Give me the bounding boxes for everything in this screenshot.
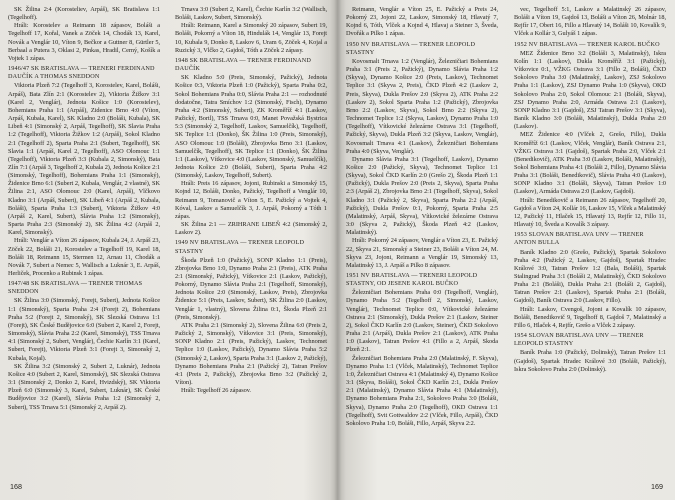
season-heading: 1954 SLOVAN BRATISLAVA UNV — TRENER LEOPOLD STASTNY [514,332,644,348]
season-paragraph: Reimann, Venglár a Víton 25, E. Pažický a Preis 24, Pokorný 23, Jojoni 22, Laskov, Simonský 18, Hlavatý 7, Kojnd 6, Tóth, Vlček a Kojnd 4, Hlavaj a Steiner 3, Šveda, Dvořák a Pilko 1 zápas. [346,6,498,38]
season-paragraph: Hráli: Preis 16 zápasov, Jojoni, Rubinski a Simonský 15, Kojnd 12, Boláši, Donko, Pažický, Tegelhoff a Venglár 10, Reimann 9, Tomanovič a Víton 5, E. Pažický a Vojtek 4, Kóval, Laskov a Samuelčík 3, J. Arpáš, Pokorný a Tóth 1 zápas. [175,180,327,220]
season-paragraph: Hráli: Korostelev a Reimann 18 zápasov, Boláši a Tegelhoff 17, Kořal, Vanek a Zöček 14, Chodák 13, Karel, Novák a Venglár 10, Víton 9, Bečkor a Guttner 8, Gürtler 5, Berbaal a Putera 3, Oklasi 2, Pinkas, Hradil, Cerný, Košík a Vojtek 1 zápas. [8,22,160,62]
season-heading: 1948 SK BRATISLAVA — TRENER FERDINAND DAUČÍK [175,56,312,73]
season-paragraph: Hráli: Laskov, Cvengoš, Jojoni a Kovalík 10 zápasov, Boláši, Benedikovič 9, Tegelhoff 8, Gajdoš 7, Malatinský a Fillo 6, Hlaček 4, Rejfír, Grešo a Vlček 2 zápasy. [514,305,666,329]
left-page-column-2 [175,6,327,395]
season-paragraph: Dynamo Slávia Praha 3:1 (Tegelhoff, Laskov), Dynamo Košice 2:0 (Pažický, Skyva), Technomet Teplice 1:1 (Skyva), Sokol ČKD Karlín 2:0 (Grešo 2), Škoda Plzeň 1:1 (Pažický), Dukla Prešov 2:0 (Preis 2, Skyva), Sparta Praha 2:3 (Arpáš 2), Zbrojovka Brno 2:1 (Tegelhoff, Skyva), Sokol Kladno 3:1 (Pažický 2, Skyva), Sparta Praha 2:2 (Arpáš, Pažický), Dukla Prešov 0:1, Pokorný, Sparta Praha 2:5 (Malatinský, Arpáš, Skyva), Vítkovické železárne Ostrava 3:0 (Skyva 2, Pažický), Škoda Plzeň 4:2 (Laskov, Malatinský). [346,155,498,237]
season-paragraph: Železničiari Bohemians Praha 2:0 (Malatinský, F. Skyva), Dynamo Praha 1:1 (Vlček, Malatinský), Technomet Teplice 1:0, Železničiari Ostrava 4:1 (Malatinský 4), Dynamo Košice 3:1 (Skyva, Boláši), Sokol ČKD Karlín 2:1, Dukla Prešov 2:1 (Malatinský), Dynamo Slávia Praha 4:1 (Malatinský), Dynamo Bohemians Praha 2:1, Sokolovo Praha 3:0 (Boláši, Skyva), Dynamo Praha 2:0 (Tegelhoff), OKD Ostrava 1:1 (Tegelhoff), Svit Gottwaldov 2:2 (Vlček, Fillo, Arpáš), ČKD Sokolovo Praha 1:0, Boláši, Fillo, Arpáš, Skyva 2:2. [346,354,498,427]
season-paragraph: Železničiari Bohemians Praha 0:0 (Tegelhoff, Venglár), Dynamo Praha 5:2 (Tegelhoff 2, Simonský, Laskov, Venglár), Technomet Teplice 0:0, Vítkovické železárne Ostrava 2:1 (Simonský), Dukla Prešov 2:1 (Laskov, Steiner 2), Sokol ČKD Karlín 2:0 (Laskov, Steiner), ČKD Sokolovo Praha 2:1 (Arpáš), Dukla Prešov 2:1 (Laskov), ATK Praha 1:0 (Laskov), Tatran Prešov 4:1 (Fillo a 2, Arpáš, Skoda Plzeň 2:1. [346,289,498,354]
season-paragraph: Kovosmalt Trnava 1:2 (Venglár), Železničiari Bohemians Praha 3:1 (Preis 2, Pažický), Dynamo Slávia Praha 1:2 (Skyva), Dynamo Košice 2:0 (Preis, Laskov), Technomet Teplice 3:1 (Skyva 2, Preis), ČKD Plzeň 4:2 (Laskov 2, Preis, Skyva), Dukla Prešov 2:0 (Skyva 2), ATK Praha 2:2 (Laskov 2), Sokol Sparta Praha 1:2 (Pažický), Zbrojovka Brno 2:2 (Laskov, Skyva), Sokol Brno 2:2 (Skyva 2), Technomet Teplice 1:2 (Skyva, Laskov), Dynamo Praha 1:0 (Tegelhoff), Vítkovické železárne Ostrava 3:1 (Tegelhoff, Pažický, Skyva), Dukla Plzeň 3:2 (Skyva, Laskov, Venglár), Kovosmalt Trnava 4:1 (Laskov), Železničiari Bohemians Praha 4:0 (Skyva, Venglár). [346,57,498,155]
page-number-left: 168 [10,482,22,491]
right-page [338,0,675,500]
season-heading: 1947/48 SK BRATISLAVA — TRENER THOMAS SNEDDON [8,280,143,296]
right-page-column-2 [514,6,666,374]
season-paragraph: vec, Tegelhoff 5:1, Laskov a Malatinský 26 zápasov, Boláši a Víton 19, Gajdoš 13, Boláši a Víton 26, Molnár 18, Rejfír 17, Obert 16, Fillo a Hlavatý 14, Boláši 10, Kovalík 9, Vlček a Kollár 3, Gulyáš 1 zápas. [514,6,666,38]
season-paragraph: Hráli: Venglár a Víton 26 zápasov, Kubala 24, J. Arpáš 23, Zöček 22, Boláši 21, Korostelev a Tegelhoff 19, Karel 18, Boláši 18, Reimann 15, Stermen 12, Arnau 11, Chodák a Novák 7, Subert a Nemec 5, Wallisch a Luknár 3, E. Arpáš, Herliček, Procenko a Rubinsk 1 zápas. [8,237,160,277]
season-paragraph: SK Kladno 5:0 (Preis, Simonský, Pažický), Jednota Košice 0:3, Viktoria Plzeň 1:0 (Pažický), Sparta Praha 0:2, Sokol Bohemians Praha 0:0, Slávia Praha 2:1 — rozhodnuté dodatočne, Tatra Smíchov 1:2 (Simonský, Fisch), Dynamo Praha 4:2 (Simonský, Subert), ZK Kroměříž 4:1 (Laskov, Pažický, Bortl), TSS Trnava 0:0, Manet Považská Bystrica 5:3 (Simonský 2, Tegelhoff, Laskov, Samuelčík), Tegelhoff, SK Teplice 1:1 (Donko), ŠK Žilina 1:0 (Preis, Simonský), ASO Olomouc 1:0 (Boláši), Zbrojovka Brno 3:1 (Laskov, Samuelčík, Tegelhoff), SK Teplice 1:1 (Donko), ŠK Žilina 1:1 (Laskov), Vítkovice 4:0 (Laskov, Simonský, Samuelčík), Jednota Košice 2:0 (Boláši, Subert), Sparta Praha 4:2 (Simonský, Laskov, Tegelhoff, Subert). [175,74,327,180]
season-paragraph: SK Žilina 2:1 — ZRIHRANE LIBEŇ 4:2 (Simonský 2, Laskov 2). [175,221,327,237]
season-paragraph: SK Žilina 2:4 (Korosteliev, Arpáš), SK Bratislava 1:1 (Tegelhoff). [8,6,160,22]
season-paragraph: MEZ Židenice 4:0 (Vlček 2, Grešo, Fillo), Dukla Kroměříž 6:1 (Laskov, Vlček, Venglár), Baník Ostrava 2:1, VŽKG Ostrava 3:1 (Gajdoš), Spartak Praha 2:0, Vlček 2:1 (Benedikovič), ATK Praha 3:0 (Laskov, Boláši, Malatinský), Sokol Bohemians Praha 4:1 (Boláši 2, Fillo), Dynamo Slávia Praha 3:1 (Boláši, Benedikovič), Slávia Praha 4:0 (Laskov), SONP Kladno 3:1 (Boláši, Skyva), Tatran Prešov 1:0 (Laskov), Armáda Ostrava 2:0 (Laskov, Gajdoš). [514,131,666,196]
season-paragraph: Hráli: Benedikovič a Reimann 26 zápasov, Tegelhoff 20, Gajdoš a Víton 24, Kollár 16, Laskov 15, Vlček a Malatinský 12, Pažický 11, Hlaček 15, Hlavatý 13, Rejfír 12, Fillo 11, Hlavatý 10, Šveda a Kovalík 3 zápasy. [514,196,666,229]
season-heading: 1946/47 SK BRATISLAVA — TRENERI FERDINAND DAUČÍK A THOMAS SNEDDON [8,65,155,81]
season-paragraph: Hráli: Pokorný 24 zápasov, Venglár a Víton 23, E. Pažický 22, Skyva 21, Simonský a Steiner 23, Boláši a Víton 24, M. Skyva 23, Jojoni, Reimann a Venglár 19, Simonský 13, Malatinský 13, J. Arpáš a Pilko 8 zápasov. [346,237,498,269]
page-number-right: 169 [651,482,663,491]
season-paragraph: Škoda Plzeň 1:0 (Pažický), SONP Kladno 1:1 (Preis), Zbrojovka Brno 1:0, Dynamo Praha 2:1 (Preis), ATK Praha 2:1 (Simonský, Pažický), Vítkovice 2:1 (Laskov, Pažický), Pokorný, Dynamo Slávia Praha 2:1 (Tegelhoff, Simonský), Jednota Košice 2:0 (Simonský, Laskov, Preis), Zbrojovka Židenice 5:1 (Preis, Laskov, Subert), SK Žilina 2:0 (Laskov, Venglár 1, vlastný), Slovena Žilina 0:1, Škoda Plzeň 2:1 (Preis, Simonský). [175,256,327,321]
season-heading: 1953 SLOVAN BRATISLAVA UNV — TRENER ANTON BULLA [514,231,644,247]
season-paragraph: SK Žilina 3:2 (Simonský 2, Subert 2, Luknár), Jednota Košice 4:0 (Subert 2, Karel, Simonský), SK Slezská Ostrava 3:1 (Simonský 2, Donko 2, Karel, Hvizdský), SK Viktoria Plzeň 6:0 (Simonský 3, Karel, Subert, Luknár), SK České Budějovice 3:2 (Karel), Slávia Praha 1:2 (Simonský 2, Subert), TSS Trnava 5:1 (Simonský 2, Arpáš 2). [8,362,160,411]
season-paragraph: Hráli: Reimann, Karel a Simonský 20 zápasov, Subert 19, Boláši, Pokorný a Víton 18, Hindulák 14, Venglár 13, Forejt 10, Kubala 9, Donko 8, Laskov 6, Uram 6, Zöček 4, Kojal a Ruzický 3, Vlčko 2, Gajdoš, Tóth a Zöček 2 zápasy. [175,22,327,54]
season-paragraph: Baník Praha 1:0 (Pažický, Dolinský), Tatran Prešov 1:1 (Gajdoš), Spartak Hradec Králové 3:0 (Boláši, Pažický), Iskra Sokolovo Praha 2:0 (Dolinský). [514,349,666,373]
season-heading: 1949 NV BRATISLAVA — TRENER LEOPOLD STASTNY [175,239,305,255]
season-paragraph: SK Žilina 3:0 (Simonský, Forejt, Subert), Jednota Košice 1:1 (Simonský), Sparta Praha 2:4 (Forejt 2), Bohemians Praha 5:2 (Forejt 2, Simonský), SK Slezská Ostrava 1:1 (Forejt), SK České Budějovice 6:0 (Subert 2, Karel 2, Forejt, Simonský), Slávia Praha 2:2 (Karel, Simonský), TSS Trnava 4:1 (Simonský 2, Subert, Venglár), Čechie Karlín 3:1 (Karel, Subert, Forejt), Viktoria Plzeň 3:1 (Forejt 3, Simonský 2, Kubala, Kojal). [8,297,160,362]
season-heading: 1951 NV BRATISLAVA — TRENERI LEOPOLD STASTNY, OD JESENE KAROL BUČKO [346,272,478,288]
season-paragraph: Baník Kladno 2:0 (Grešo, Pažický), Spartak Sokolovo Praha 4:2 (Pažický 2, Laskov, Gajdoš), Spartak Hradec Králové 3:0, Tatran Prešov 1:2 (Bala, Boláši), Spartak Stalingrad Praha 3:1 (Boláši 2, Malatinský), ČKD Sokolovo Praha 2:1 (Boláši), Dukla Praha 2:1 (Boláši 2, Gajdoš), Tatran Prešov 2:1 (Laskov), Spartak Praha 2:1 (Boláši, Gajdoš), Baník Ostrava 2:0 (Laskov, Fillo). [514,248,666,305]
season-heading: 1952 NV BRATISLAVA — TRENER KAROL BUČKO [514,40,660,48]
season-paragraph: Hráli: Tegelhoff 26 zápasov. [181,387,251,395]
season-paragraph: ATK Praha 2:1 (Simonský 2), Slovena Žilina 6:0 (Preis 2, Pažický 2, Simonský), Vítkovice 3:1 (Preis, Simonský), SONP Kladno 2:1 (Preis, Pažický), Laskov, Technomet Teplice 1:0 (Laskov, Pažický), Dynamo Slávia Praha 5:2 (Simonský 2, Laskov), Sparta Praha 3:1 (Laskov 2, Pažický), Dynamo Bohemians Praha 2:1 (Pažický 2), Tatran Prešov 4:1 (Preis 2, Pažický), Zbrojovka Brno 3:2 (Pažický 2, Víton). [175,321,327,387]
season-heading: 1950 NV BRATISLAVA — TRENER LEOPOLD STASTNY [346,40,476,56]
left-page-column-1 [8,6,160,412]
season-paragraph: Trnava 3:0 (Subert 2, Karel), Čechie Karlín 3:2 (Wallisch, Boláši, Laskov, Subert, Simonský). [175,6,327,22]
season-paragraph: MEZ Židenice Brno 3:2 (Boláši 3, Malatinský), Iskra Kolín 1:1 (Laskov), Dukla Kroměříž 3:1 (Pažický), Vítkovice 0:1, VŽKG Ostrava 3:1 (Fillo 2, Boláši), ČKD Sokolovo Praha 3:0 (Malatinský, Laskov), ZSJ Sokolovo Praha 1:1 (Laskov), ZSJ Dynamo Praha 1:0 (Skyva), OKD Sokolovo Praha 2:0, Sokol Olomouc 2:1 (Boláši, Skyva), ZSJ Dynamo Praha 2:0, Armáda Ostrava 2:1 (Laskov), SONP Kladno 3:1 (Gajdoš), ZSJ Tatran Prešov 3:1 (Skyva), Baník Kladno 3:0 (Boláši, Malatinský), Dukla Praha 2:0 (Laskov). [514,49,666,131]
season-paragraph: Viktoria Plzeň 7:2 (Tegelhoff 3, Korostelev, Karel, Boláši, Arpáš), Bata Zlín 2:1 (Korostelev 2), Viktoria Žižkov 3:1 (Karel 2, Venglár), Jednota Košice 1:0 (Korostelev), Bohemians Praha 1:1 (Arpáš), Zidenice Brno 4:0 (Víton, Arpáš, Kubala, Karel), SK Kladno 2:0 (Boláši, Kubala), SK Libeň 4:1 (Simonský 2, Arpáš, Tegelhoff), SK Slavia Praha 1:2 (Tegelhoff), Viktoria Žižkov 1:2 (Arpáš), Sokol Kladno 2:1 (Tegelhoff 2), Sparta Praha 2:1 (Subert, Tegelhoff), SK Slavia 1:1 (Arpáš, Karel 2, Tegelhoff), ASO Olomouc 1:1 (Tegelhoff), Viktoria Plzeň 3:3 (Kubala 2, Simonský), Bata Zlín 7:1 (Arpáš 3, Tegelhoff 2, Kubala 2), Jednota Košice 2:1 (Simonský, Tegelhoff), Bohemians Praha 1:1 (Simonský), Židenice Brno 6:1 (Subert 2, Kubala, Venglár, 2 vlastné), SK Žilina 2:1, ASO Olomouc 2:0 (Karel, Arpáš), Vlčkovo Kladno 3:1 (Arpáš, Subert), SK Libeň 4:1 (Arpáš 2, Kubala, Boláši), Sparta Praha 1:3 (Subert), Viktoria Žižkov 4:0 (Arpáš 2, Karel, Subert), Slávia Praha 1:2 (Simonský), Sparta Praha 2:3 (Simonský 2), SK Žilina 4:2 (Arpáš 2, Karel, Simonský). [8,82,160,237]
right-page-column-1 [346,6,498,428]
